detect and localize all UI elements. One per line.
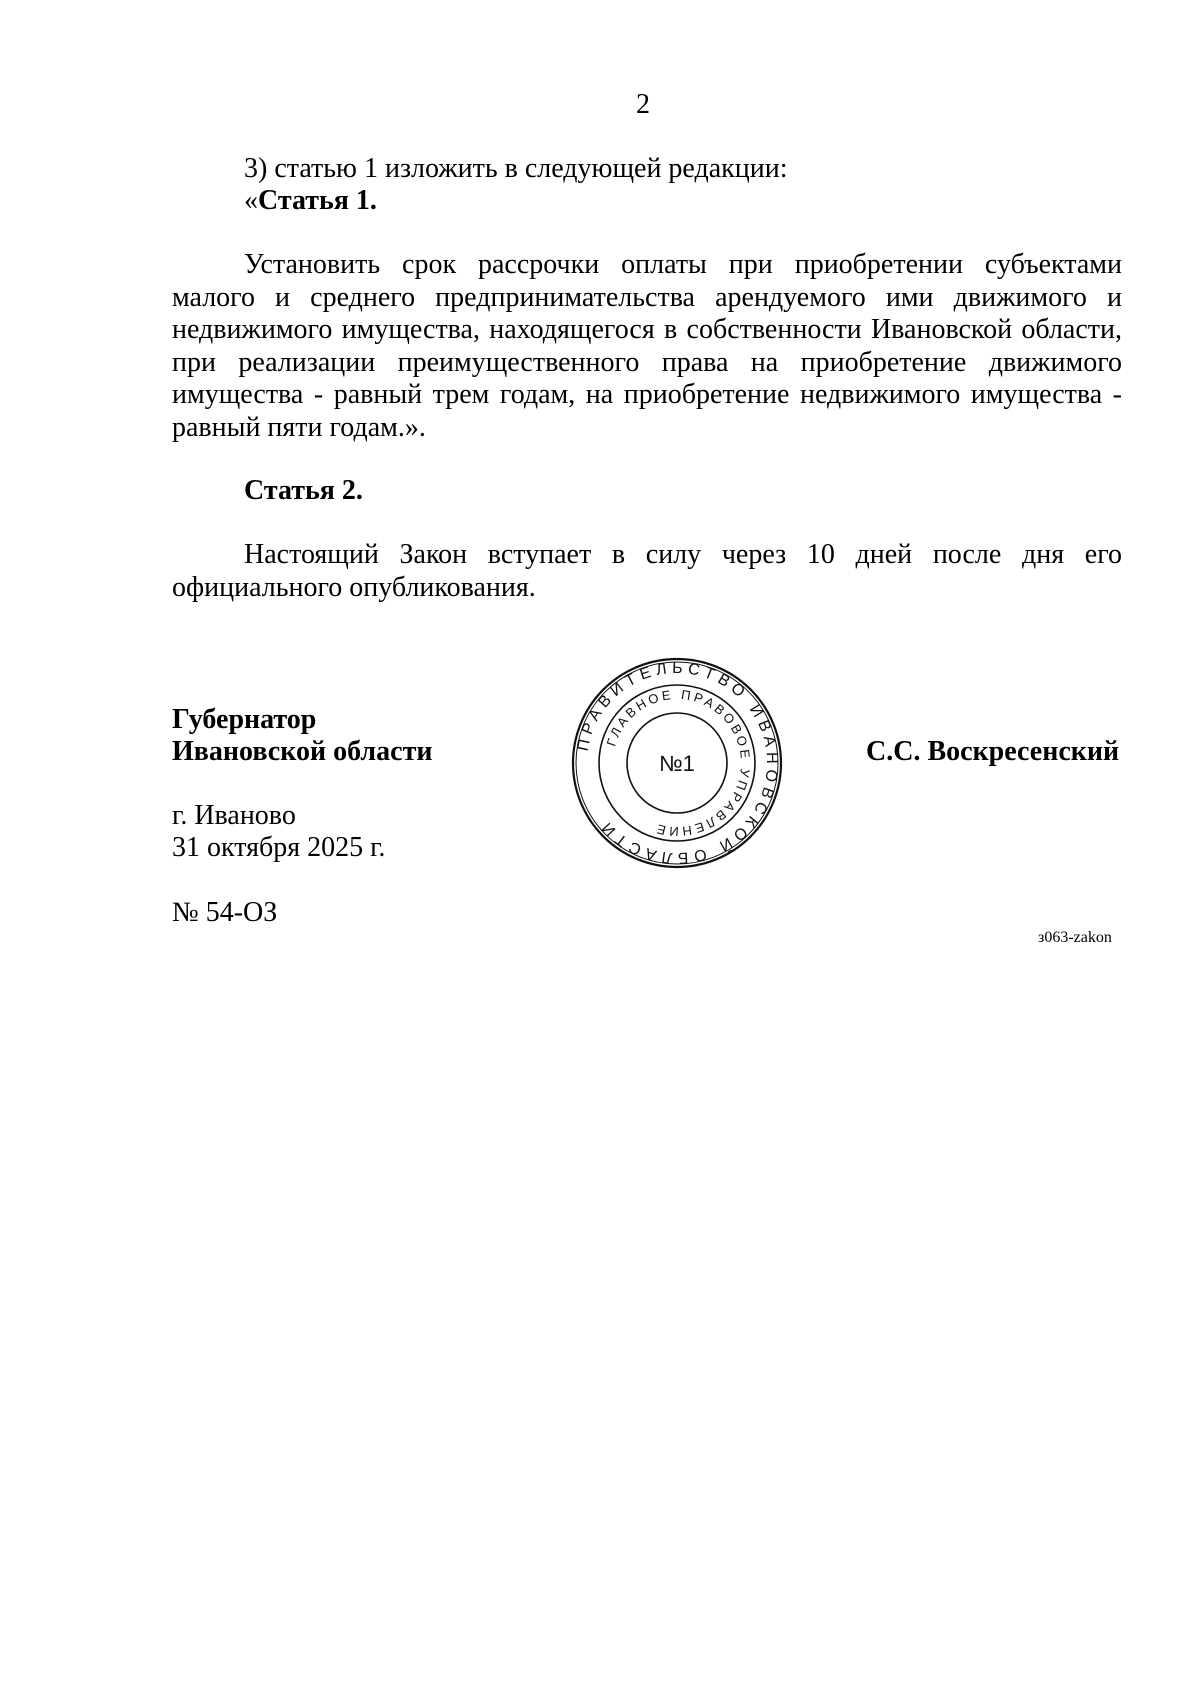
document-code: з063-zakon	[1038, 929, 1112, 946]
date: 31 октября 2025 г.	[172, 832, 386, 863]
stamp-outer-text: ПРАВИТЕЛЬСТВО ИВАНОВСКОЙ ОБЛАСТИ	[574, 659, 781, 867]
article2-heading: Статья 2.	[244, 475, 363, 506]
signatory-title-line2: Ивановской области	[172, 736, 433, 767]
article1-heading-text: Статья 1.	[258, 185, 377, 216]
article2-paragraph: Настоящий Закон вступает в силу через 10 дней после дня его официального опубликования.	[172, 539, 1122, 603]
quote-open: «	[244, 185, 258, 216]
article1-paragraph: Установить срок рассрочки оплаты при приобретении субъектами малого и среднего предпринимательства арендуемого ими движимого и недвижимого имущества, находящегося в собственности Ивановской области, при реализации преимущественного права на приобретение движимого имущества - равный трем годам, на приобретение недвижимого имущества - равный пяти годам.».	[172, 249, 1122, 443]
amendment-item-line: 3) статью 1 изложить в следующей редакции:	[244, 153, 788, 184]
stamp-center-number: №1	[659, 751, 695, 776]
page-number: 2	[636, 89, 650, 120]
place: г. Иваново	[172, 800, 296, 831]
stamp-seal	[570, 656, 784, 870]
stamp-inner-text: ГЛАВНОЕ ПРАВОВОЕ УПРАВЛЕНИЕ	[603, 686, 754, 840]
article1-heading	[244, 185, 377, 217]
official-stamp	[570, 656, 784, 870]
law-number: № 54-ОЗ	[172, 897, 278, 928]
signatory-name: С.С. Воскресенский	[866, 736, 1120, 767]
signatory-title-line1: Губернатор	[172, 704, 317, 735]
